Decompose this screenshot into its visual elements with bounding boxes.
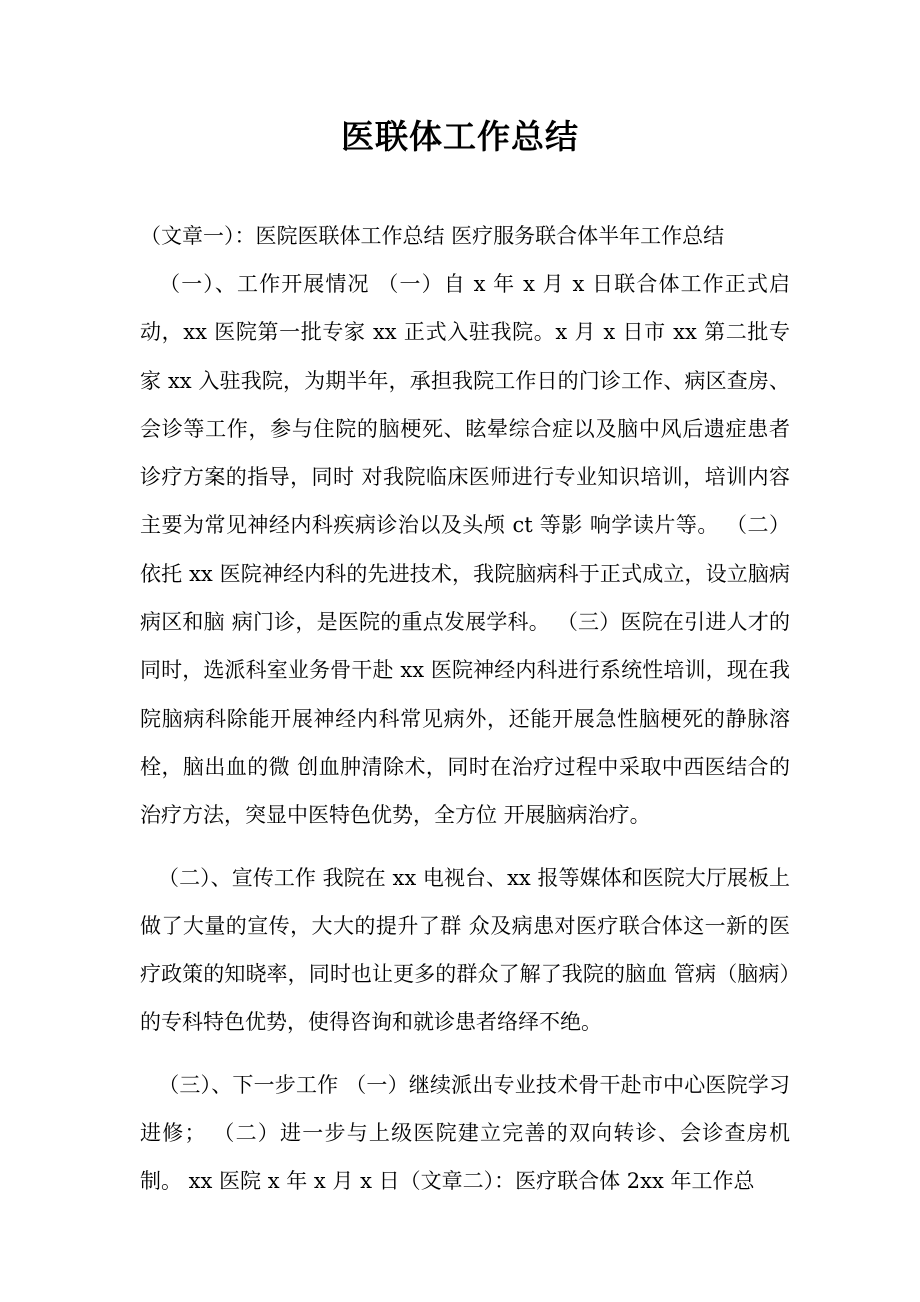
paragraph-text: （二）、宣传工作 我院在 xx 电视台、xx 报等媒体和医院大厅展板上做了大量的宣传，大大的提升了群 众及病患对医疗联合体这一新的医疗政策的知晓率，同时也让更多的群众了解了我院的脑血 管病（脑病）的专科特色优势，使得咨询和就诊患者络绎不绝。 — [140, 865, 790, 1035]
document-title: 医联体工作总结 — [341, 117, 579, 156]
article-subtitle: （文章一）：医院医联体工作总结 医疗服务联合体半年工作总结 — [140, 224, 725, 248]
paragraph-publicity — [140, 854, 790, 1047]
paragraph-work-progress — [140, 260, 790, 840]
paragraph-next-steps — [140, 1061, 790, 1206]
paragraph-text: （一）、工作开展情况 （一）自 x 年 x 月 x 日联合体工作正式启动，xx 医院第一批专家 xx 正式入驻我院。x 月 x 日市 xx 第二批专家 xx 入驻我院，为期半年，承担我院工作日的门诊工作、病区查房、 会诊等工作，参与住院的脑梗死、眩晕综合症以及脑中风后遗症患者诊疗方案的指导，同时 对我院临床医师进行专业知识培训，培训内容主要为常见神经内科疾病诊治以及头颅 ct 等影 响学读片等。 （二）依托 xx 医院神经内科的先进技术，我院脑病科于正式成立，设立脑病病区和脑 病门诊，是医院的重点发展学科。 （三）医院在引进人才的同时，选派科室业务骨干赴 xx 医院神经内科进行系统性培训，现在我院脑病科除能开展神经内科常见病外，还能开展急性脑梗死的静脉溶栓，脑出血的微 创血肿清除术，同时在治疗过程中采取中西医结合的治疗方法，突显中医特色优势，全方位 开展脑病治疗。 — [140, 272, 790, 828]
paragraph-text: （三）、下一步工作 （一）继续派出专业技术骨干赴市中心医院学习进修； （二）进一步与上级医院建立完善的双向转诊、会诊查房机制。 xx 医院 x 年 x 月 x 日（文章二）：医疗联合体 2xx 年工作总 — [140, 1072, 790, 1194]
document-body — [140, 212, 790, 1206]
